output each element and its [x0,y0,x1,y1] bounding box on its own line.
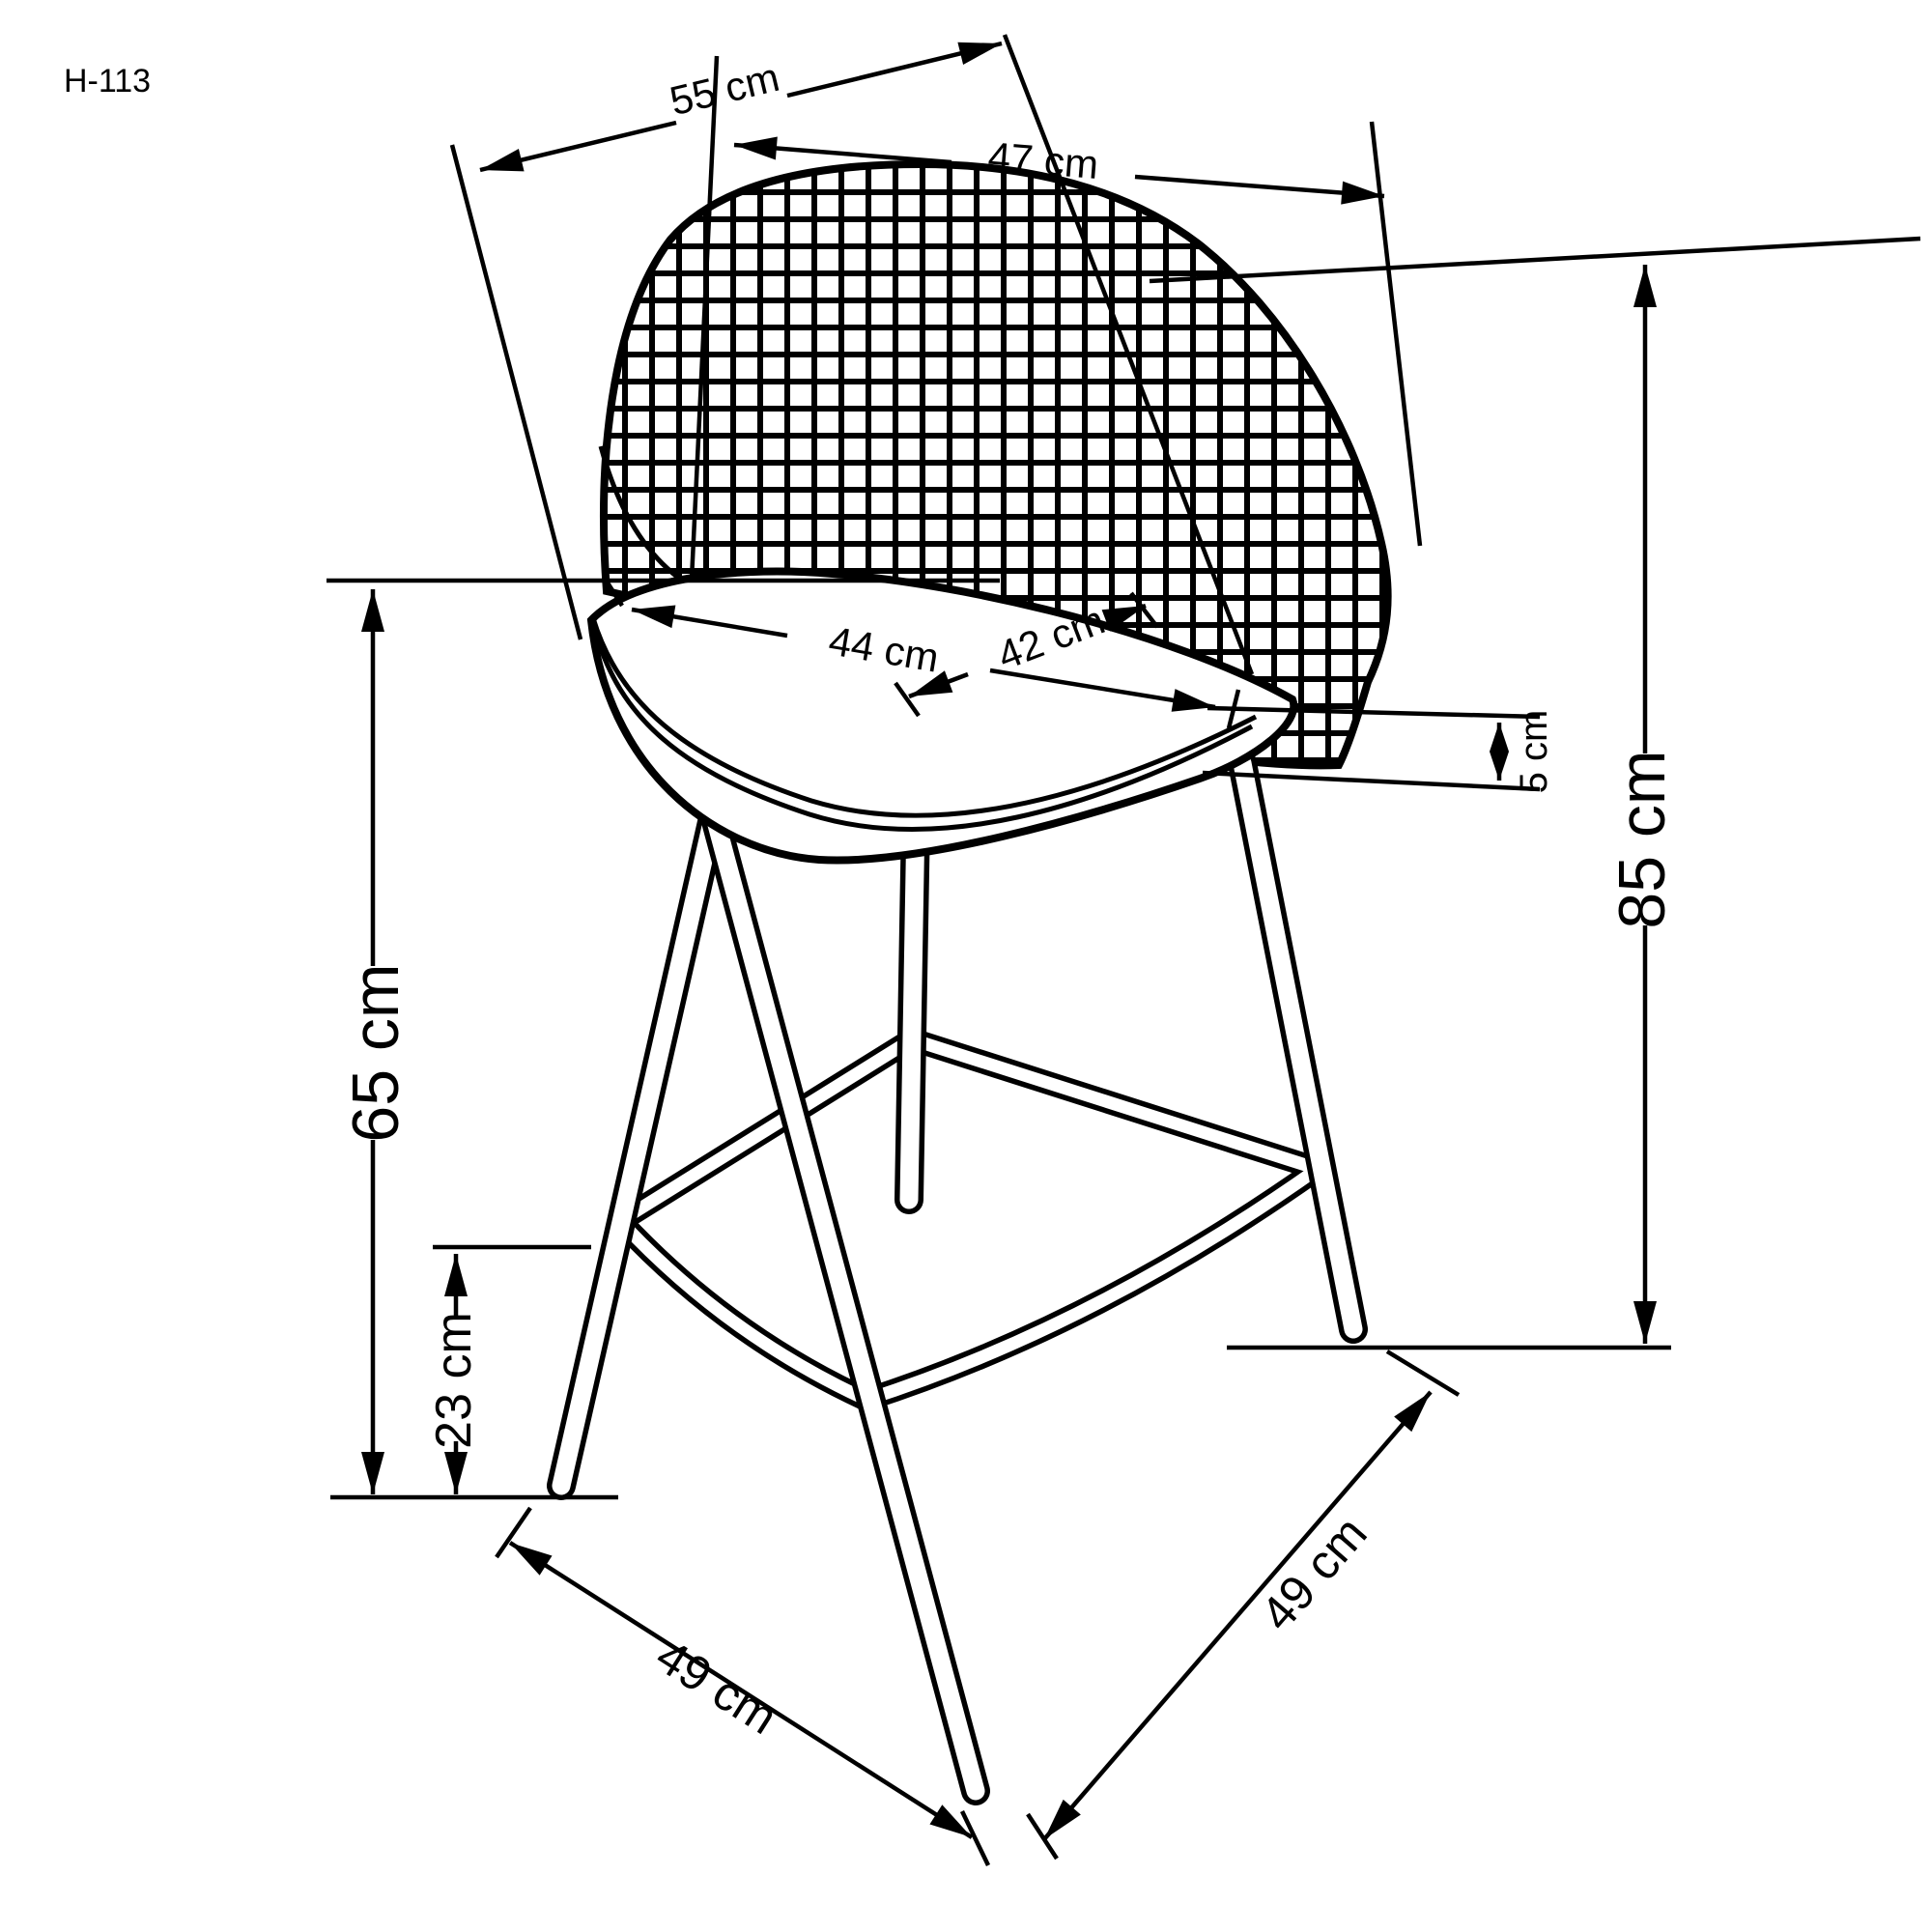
rail-front-right [866,1169,1318,1400]
dim-23-label: 23 cm [426,1312,482,1449]
dimension-base-right [1028,1351,1459,1859]
dimension-line [1135,177,1384,196]
extension-tick [497,1508,530,1557]
leg-front-right-core [701,767,976,1791]
product-code: H-113 [64,63,152,99]
extension-line [1372,122,1420,546]
extension-line [1150,239,1920,281]
dim-55-label: 55 cm [665,53,784,125]
dim-42-label: 42 cm [991,596,1111,679]
dimension-line [787,43,1002,96]
rail-back-right-core [912,1039,1318,1169]
leg-rear-right-core [1242,763,1353,1329]
dimension-line [480,123,676,170]
dim-49-right-label: 49 cm [1250,1506,1377,1641]
extension-tick [962,1811,988,1865]
dimension-line [734,145,951,162]
dim-65-label: 65 cm [339,963,412,1143]
extension-line [452,145,581,639]
dim-49-left-label: 49 cm [646,1628,787,1746]
leg-front-left-core [561,767,724,1486]
dim-44-label: 44 cm [825,617,943,681]
extension-tick [1387,1351,1459,1395]
leg-rear-left-core [909,817,916,1200]
footrest-frame [620,1039,1318,1400]
extension-tick [1028,1814,1057,1859]
dim-85-label: 85 cm [1605,750,1679,929]
dim-5-label: 5 cm [1513,709,1555,794]
dim-47-label: 47 cm [986,133,1100,187]
dimension-line [1044,1392,1431,1839]
